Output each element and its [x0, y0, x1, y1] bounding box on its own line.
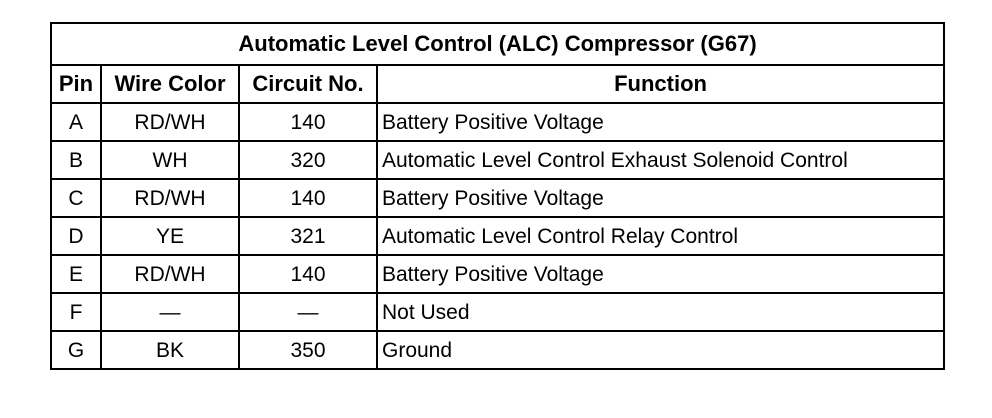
- wire-color-cell: BK: [101, 331, 239, 369]
- pin-cell: B: [51, 141, 101, 179]
- pin-cell: A: [51, 103, 101, 141]
- pin-cell: F: [51, 293, 101, 331]
- table-row: [51, 293, 944, 331]
- table-row: [51, 331, 944, 369]
- table-row: [51, 141, 944, 179]
- function-cell: Battery Positive Voltage: [377, 103, 944, 141]
- pin-cell: C: [51, 179, 101, 217]
- wire-color-cell: RD/WH: [101, 179, 239, 217]
- pin-cell: E: [51, 255, 101, 293]
- pin-cell: D: [51, 217, 101, 255]
- wire-color-cell: RD/WH: [101, 255, 239, 293]
- table-title: Automatic Level Control (ALC) Compressor (G67): [51, 23, 944, 65]
- connector-table-container: [50, 22, 943, 370]
- table-row: [51, 255, 944, 293]
- circuit-cell: 140: [239, 103, 377, 141]
- circuit-cell: 140: [239, 179, 377, 217]
- header-circuit-no: Circuit No.: [239, 65, 377, 103]
- function-cell: Battery Positive Voltage: [377, 255, 944, 293]
- table-row: [51, 103, 944, 141]
- pin-cell: G: [51, 331, 101, 369]
- function-cell: Ground: [377, 331, 944, 369]
- function-cell: Not Used: [377, 293, 944, 331]
- header-function: Function: [377, 65, 944, 103]
- function-cell: Automatic Level Control Relay Control: [377, 217, 944, 255]
- table-row: [51, 217, 944, 255]
- function-cell: Automatic Level Control Exhaust Solenoid Control: [377, 141, 944, 179]
- connector-pinout-table: [50, 22, 945, 370]
- wire-color-cell: WH: [101, 141, 239, 179]
- circuit-cell: 321: [239, 217, 377, 255]
- circuit-cell: 140: [239, 255, 377, 293]
- function-cell: Battery Positive Voltage: [377, 179, 944, 217]
- header-wire-color: Wire Color: [101, 65, 239, 103]
- wire-color-cell: RD/WH: [101, 103, 239, 141]
- table-row: [51, 179, 944, 217]
- table-header-row: [51, 65, 944, 103]
- wire-color-cell: —: [101, 293, 239, 331]
- header-pin: Pin: [51, 65, 101, 103]
- circuit-cell: —: [239, 293, 377, 331]
- circuit-cell: 350: [239, 331, 377, 369]
- table-title-row: [51, 23, 944, 65]
- wire-color-cell: YE: [101, 217, 239, 255]
- circuit-cell: 320: [239, 141, 377, 179]
